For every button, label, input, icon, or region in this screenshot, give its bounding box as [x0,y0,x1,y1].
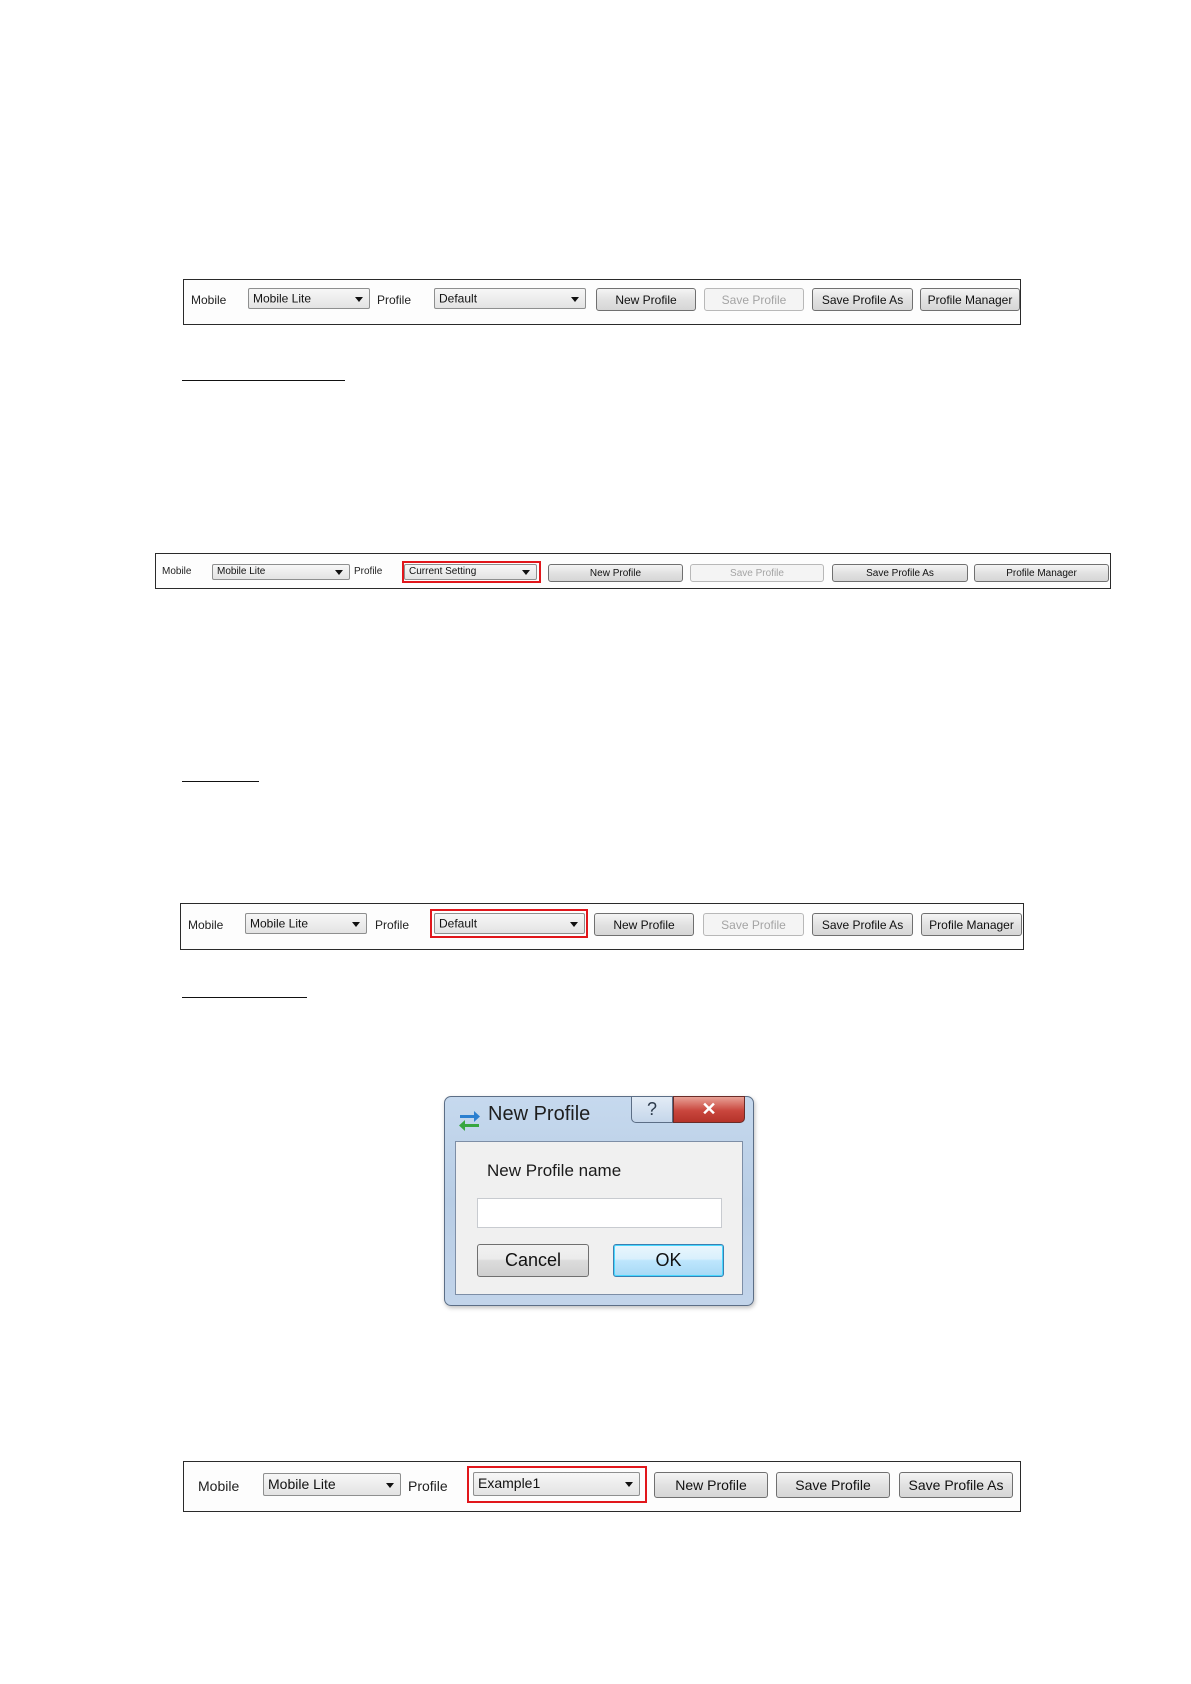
highlight-box [430,909,588,938]
new-profile-name-input[interactable] [477,1198,722,1228]
chevron-down-icon [335,570,343,575]
mobile-dropdown[interactable] [263,1473,401,1496]
mobile-dropdown-value: Mobile Lite [268,1475,336,1492]
profile-dropdown-value: Default [439,915,478,930]
profile-dropdown[interactable] [434,288,586,309]
save-profile-as-button[interactable]: Save Profile As [812,288,913,311]
mobile-dropdown-value: Mobile Lite [217,565,266,577]
close-icon: ✕ [701,1099,717,1119]
chevron-down-icon [352,922,360,927]
profile-manager-button[interactable]: Profile Manager [920,288,1020,311]
swap-arrows-icon [457,1108,482,1131]
profile-dropdown-value: Current Setting [409,565,477,577]
mobile-dropdown[interactable] [248,288,370,309]
section-underline [182,997,307,998]
save-profile-as-button[interactable]: Save Profile As [832,564,968,582]
toolbar-4 [183,1461,1021,1512]
save-profile-button[interactable]: Save Profile [776,1472,890,1498]
new-profile-button[interactable]: New Profile [654,1472,768,1498]
mobile-label: Mobile [191,293,227,307]
toolbar-1 [183,279,1021,325]
new-profile-button[interactable]: New Profile [548,564,683,582]
new-profile-button[interactable]: New Profile [594,913,694,936]
mobile-dropdown[interactable] [212,564,350,580]
ok-button[interactable]: OK [613,1244,724,1277]
save-profile-button[interactable]: Save Profile [690,564,824,582]
mobile-dropdown-value: Mobile Lite [250,915,309,930]
profile-dropdown-value: Default [439,290,478,305]
chevron-down-icon [355,297,363,302]
save-profile-as-button[interactable]: Save Profile As [812,913,913,936]
section-underline [182,781,259,782]
dialog-title: New Profile [488,1103,591,1125]
section-underline [182,380,345,381]
save-profile-button[interactable]: Save Profile [703,913,804,936]
new-profile-name-label: New Profile name [487,1161,622,1180]
highlight-box [402,561,541,583]
close-button[interactable] [673,1096,745,1123]
new-profile-button[interactable]: New Profile [596,288,696,311]
save-profile-button[interactable]: Save Profile [704,288,804,311]
save-profile-as-button[interactable]: Save Profile As [899,1472,1013,1498]
mobile-label: Mobile [198,1478,240,1494]
cancel-button[interactable]: Cancel [477,1244,589,1277]
mobile-dropdown-value: Mobile Lite [253,290,312,305]
toolbar-3 [180,903,1024,950]
help-icon: ? [646,1099,657,1119]
highlight-box [467,1466,647,1503]
profile-label: Profile [375,918,410,932]
profile-label: Profile [408,1478,448,1494]
chevron-down-icon [571,297,579,302]
profile-manager-button[interactable]: Profile Manager [921,913,1022,936]
help-button[interactable] [631,1096,673,1123]
profile-label: Profile [377,293,412,307]
mobile-label: Mobile [188,918,224,932]
profile-label: Profile [354,566,383,577]
profile-dropdown-value: Example1 [478,1475,541,1492]
dialog-body [455,1141,743,1295]
profile-manager-button[interactable]: Profile Manager [974,564,1109,582]
mobile-dropdown[interactable] [245,913,367,934]
mobile-label: Mobile [162,566,192,577]
chevron-down-icon [386,1483,394,1488]
toolbar-2 [155,553,1111,589]
new-profile-dialog [444,1096,754,1306]
